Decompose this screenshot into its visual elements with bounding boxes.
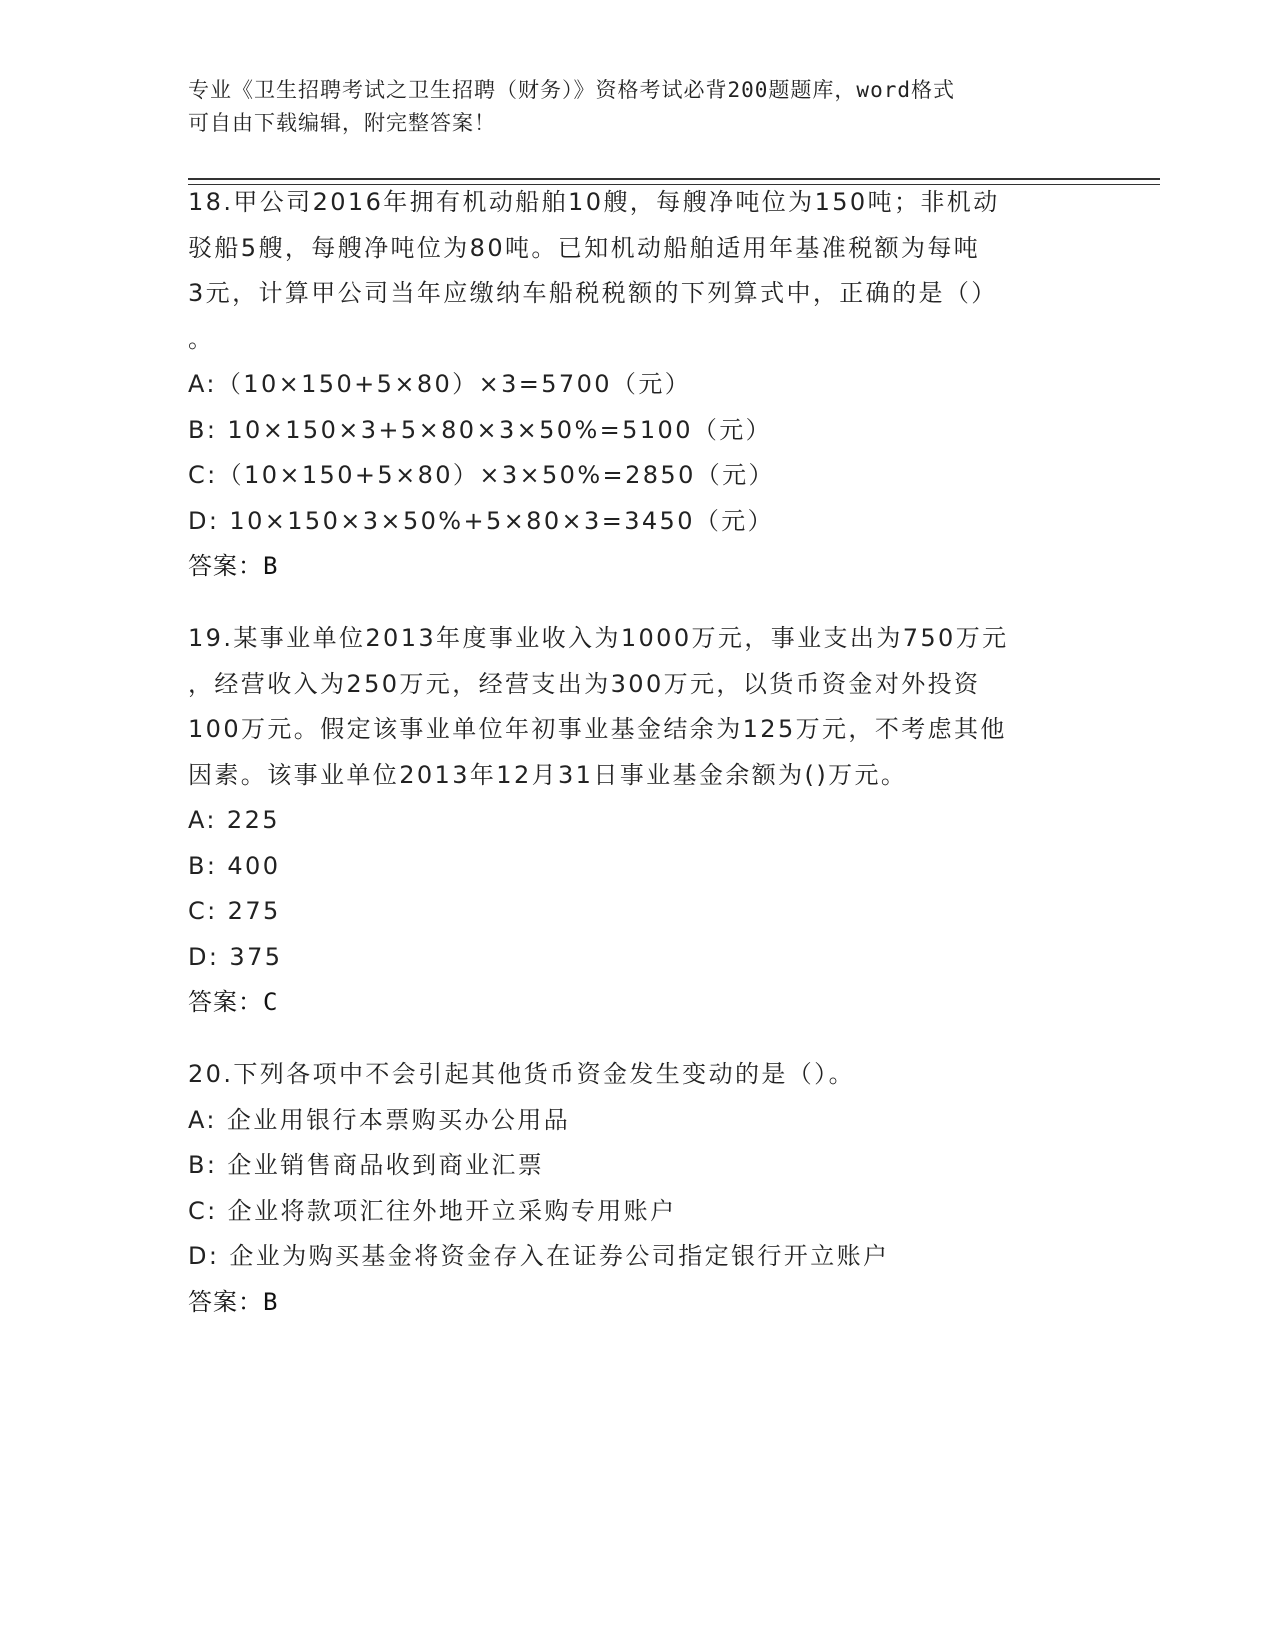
question-stem-line: 因素。该事业单位2013年12月31日事业基金余额为()万元。 [188,760,908,789]
question-stem-line: 19.某事业单位2013年度事业收入为1000万元，事业支出为750万元 [188,624,1009,652]
question-stem-line: 18.甲公司2016年拥有机动船舶10艘，每艘净吨位为150吨；非机动 [188,188,1000,216]
option-b: B: 企业销售商品收到商业汇票 [188,1151,545,1179]
option-c: C:（10×150+5×80）×3×50%=2850（元） [188,461,775,489]
question-stem-line: ，经营收入为250万元，经营支出为300万元，以货币资金对外投资 [188,669,981,698]
option-c: C: 275 [188,897,281,925]
question-stem-line: 驳船5艘，每艘净吨位为80吨。已知机动船舶适用年基准税额为每吨 [188,233,981,262]
question-stem-line: 20.下列各项中不会引起其他货币资金发生变动的是（）。 [188,1060,855,1088]
question-19 [188,616,1088,1026]
option-b: B: 10×150×3+5×80×3×50%=5100（元） [188,415,773,444]
option-d: D: 企业为购买基金将资金存入在证券公司指定银行开立账户 [188,1242,890,1270]
header-line-2: 可自由下载编辑，附完整答案！ [188,111,496,135]
answer-label: 答案：C [188,988,279,1016]
option-d: D: 10×150×3×50%+5×80×3=3450（元） [188,506,775,535]
option-a: A:（10×150+5×80）×3=5700（元） [188,370,692,398]
document-header [188,74,1088,140]
option-c: C: 企业将款项汇往外地开立采购专用账户 [188,1196,677,1225]
question-stem-line: 3元，计算甲公司当年应缴纳车船税税额的下列算式中，正确的是（） [188,279,998,307]
option-a: A: 企业用银行本票购买办公用品 [188,1105,571,1134]
header-line-1: 专业《卫生招聘考试之卫生招聘（财务）》资格考试必背200题题库，word格式 [188,78,955,102]
question-18 [188,180,1088,590]
answer-label: 答案：B [188,1287,279,1316]
question-20 [188,1052,1088,1325]
question-stem-line: 。 [188,324,215,353]
option-a: A: 225 [188,806,280,834]
option-b: B: 400 [188,851,281,880]
option-d: D: 375 [188,942,283,971]
question-stem-line: 100万元。假定该事业单位年初事业基金结余为125万元，不考虑其他 [188,715,1007,743]
answer-label: 答案：B [188,552,279,580]
